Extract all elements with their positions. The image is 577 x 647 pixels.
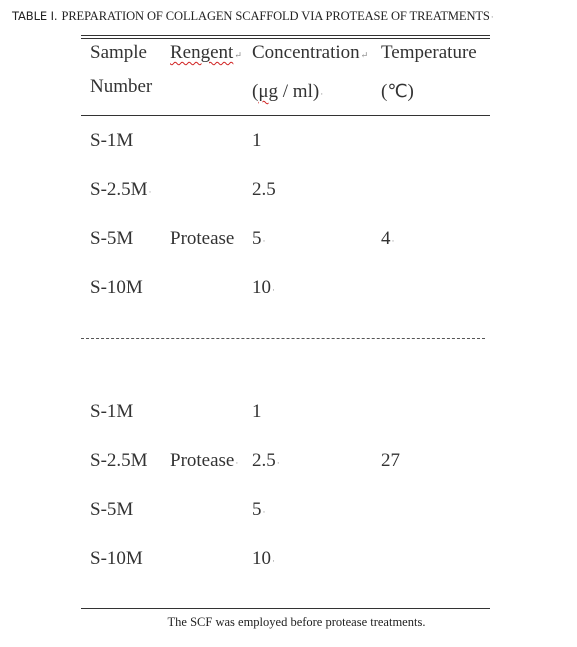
formatting-mark: ·	[272, 285, 275, 295]
group2-reagent-text: Protease	[170, 450, 235, 471]
group-separator	[81, 338, 485, 339]
header-temperature: Temperature	[381, 42, 477, 63]
group2-row2-concentration-text: 2.5	[252, 450, 276, 471]
group2-row3-concentration	[252, 499, 266, 521]
header-concentration-text: Concentration	[252, 42, 360, 63]
formatting-mark: ·	[262, 236, 266, 246]
formatting-mark: ·	[148, 187, 152, 197]
formatting-mark: ·	[235, 458, 239, 468]
group1-row4-concentration-text: 10	[252, 277, 271, 298]
group1-row2-sample	[90, 179, 152, 201]
formatting-mark: ·	[490, 12, 494, 22]
top-rule-2	[81, 38, 490, 39]
table-title: PREPARATION OF COLLAGEN SCAFFOLD VIA PROTEASE OF TREATMENTS	[61, 9, 490, 23]
temp-close-paren: )	[407, 81, 414, 102]
temp-open-paren: (	[381, 81, 388, 102]
table-caption	[12, 9, 494, 24]
table-note-text: The SCF was employed before protease treatments.	[167, 615, 426, 629]
header-rule	[81, 115, 490, 116]
group2-row4-concentration-text: 10	[252, 548, 271, 569]
header-temperature-unit	[381, 81, 414, 103]
header-sample: Sample	[90, 42, 147, 63]
header-concentration-unit	[252, 81, 323, 103]
table-note	[8, 615, 577, 630]
bottom-rule	[81, 608, 490, 609]
group1-row3-concentration	[252, 228, 266, 250]
header-reagent	[170, 42, 242, 64]
group1-row4-concentration	[252, 277, 275, 299]
group1-row1-concentration: 1	[252, 130, 262, 151]
conc-unit-rest: g / ml)	[268, 81, 320, 102]
group2-temperature: 27	[381, 450, 400, 471]
group2-row1-concentration: 1	[252, 401, 262, 422]
group1-row3-sample: S-5M	[90, 228, 134, 249]
conc-open-paren: (	[252, 81, 259, 102]
group2-row4-concentration	[252, 548, 275, 570]
top-rule-1	[81, 35, 490, 36]
header-reagent-text: Rengent	[170, 42, 234, 63]
group2-row1-sample: S-1M	[90, 401, 134, 422]
group1-row3-concentration-text: 5	[252, 228, 262, 249]
header-number: Number	[90, 76, 153, 97]
group2-row2-sample: S-2.5M	[90, 450, 148, 471]
group2-reagent	[170, 450, 238, 472]
group1-temperature	[381, 228, 395, 250]
table-label: TABLE I.	[12, 9, 58, 23]
group1-row1-sample: S-1M	[90, 130, 134, 151]
return-mark: ↵	[360, 50, 369, 60]
formatting-mark: ·	[391, 236, 395, 246]
group1-reagent: Protease	[170, 228, 235, 249]
formatting-mark: ·	[272, 556, 275, 566]
group2-row3-concentration-text: 5	[252, 499, 262, 520]
formatting-mark: ·	[276, 458, 280, 468]
group1-row2-sample-text: S-2.5M	[90, 179, 148, 200]
formatting-mark: ·	[320, 89, 324, 99]
conc-unit-mu: μ	[258, 81, 269, 102]
group1-row4-sample: S-10M	[90, 277, 143, 298]
formatting-mark: ·	[262, 507, 266, 517]
group2-row4-sample: S-10M	[90, 548, 143, 569]
return-mark: ↵	[234, 50, 242, 60]
group1-row2-concentration: 2.5	[252, 179, 276, 200]
temp-unit: ℃	[387, 81, 408, 102]
group2-row2-concentration	[252, 450, 280, 472]
header-concentration	[252, 42, 368, 64]
group1-temperature-text: 4	[381, 228, 391, 249]
group2-row3-sample: S-5M	[90, 499, 134, 520]
